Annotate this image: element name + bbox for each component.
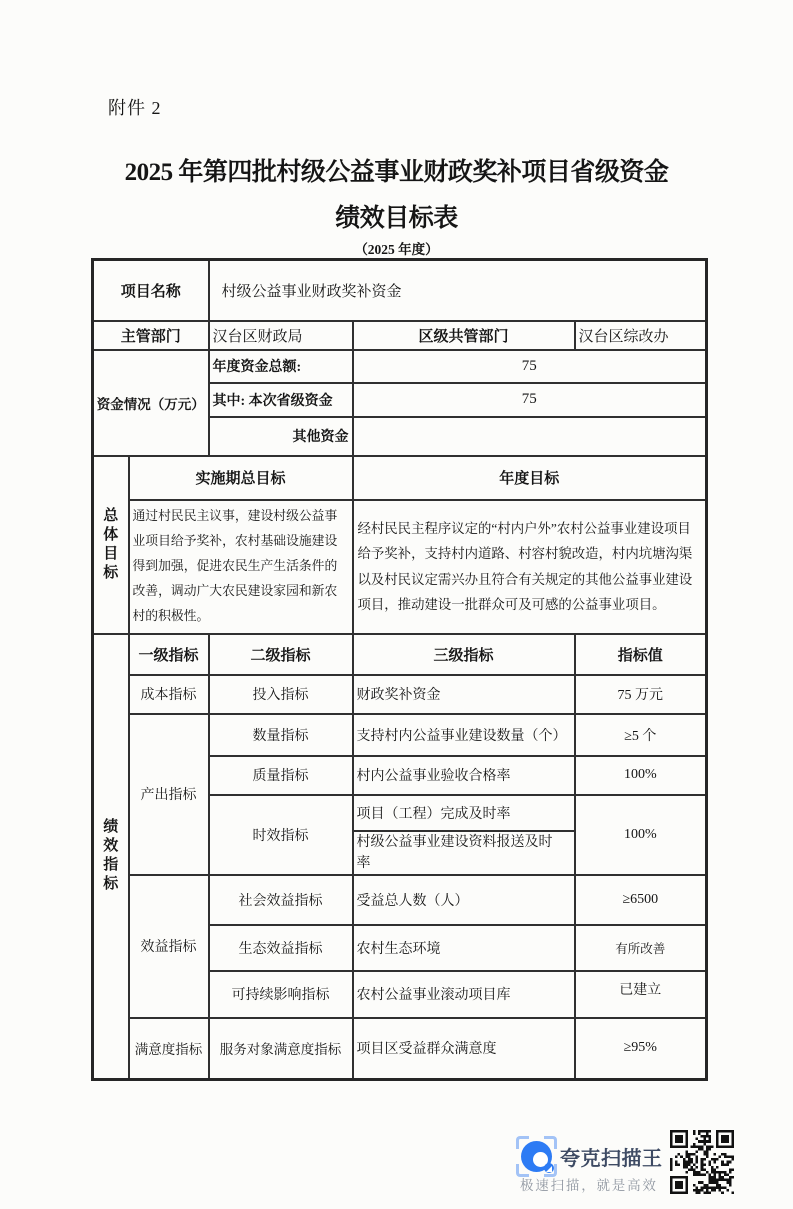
qr-code [670,1130,734,1194]
indicator-header-level3: 三级指标 [353,634,575,675]
timeliness-l3b-text: 村级公益事业建设资料报送及时率 [356,834,553,871]
period-goal-header: 实施期总目标 [129,456,353,500]
quantity-l2: 数量指标 [209,714,353,756]
indicator-header-level2: 二级指标 [209,634,353,675]
indicator-header-level1: 一级指标 [129,634,209,675]
quality-value: 100% [575,756,707,795]
supervisor-dept-label: 主管部门 [93,321,209,350]
funding-other-label: 其他资金 [209,417,353,456]
table-row [93,714,707,756]
performance-target-table-wrapper [91,258,708,1081]
co-manage-dept-label: 区级共管部门 [353,321,575,350]
benefit-l1: 效益指标 [129,875,209,1018]
document-title-line2: 绩效目标表 [335,205,458,232]
satisfaction-value: ≥95% [575,1018,707,1080]
annual-goal-text: 经村民民主程序议定的“村内户外”农村公益事业建设项目给予奖补，支持村内道路、村容村貌改造，村内坑塘沟渠以及村民议定需兴办且符合有关规定的其他公益事业建设项目，推动建设一批群众可及可感的公益事业项目。 [353,500,707,634]
social-l3: 受益总人数（人） [353,875,575,925]
eco-value: 有所改善 [575,925,707,971]
quantity-value: ≥5 个 [575,714,707,756]
document-subtitle-year: （2025 年度） [354,242,439,257]
sustain-l2: 可持续影响指标 [209,971,353,1018]
funding-other-value [353,417,707,456]
quark-scanner-logo-icon [516,1136,557,1177]
social-value: ≥6500 [575,875,707,925]
eco-l3: 农村生态环境 [353,925,575,971]
quantity-l3: 支持村内公益事业建设数量（个） [353,714,575,756]
indicators-section-label: 绩效指标 [93,634,129,1080]
output-l1: 产出指标 [129,714,209,875]
table-row [93,1018,707,1080]
satisfaction-l1: 满意度指标 [129,1018,209,1080]
timeliness-l3a: 项目（工程）完成及时率 [353,795,575,831]
quality-l3: 村内公益事业验收合格率 [353,756,575,795]
timeliness-value: 100% [575,795,707,875]
social-l2: 社会效益指标 [209,875,353,925]
table-row [93,875,707,925]
watermark-tagline: 极速扫描，就是高效 [520,1178,658,1193]
funding-provincial-value: 75 [353,383,707,417]
annual-goal-header: 年度目标 [353,456,707,500]
timeliness-l2: 时效指标 [209,795,353,875]
funding-total-value: 75 [353,350,707,383]
attachment-label: 附件 2 [108,98,162,118]
cost-l1: 成本指标 [129,675,209,714]
supervisor-dept-value: 汉台区财政局 [209,321,353,350]
quality-l2: 质量指标 [209,756,353,795]
table-row [93,675,707,714]
funding-section-label: 资金情况（万元） [93,350,209,456]
watermark-brand-name: 夸克扫描王 [560,1148,663,1170]
period-goal-text: 通过村民民主议事，建设村级公益事业项目给予奖补，农村基础设施建设得到加强，促进农民生产生活条件的改善，调动广大农民建设家园和新农村的积极性。 [129,500,353,634]
timeliness-l3b [353,831,575,875]
co-manage-dept-value: 汉台区综改办 [575,321,707,350]
sustain-l3: 农村公益事业滚动项目库 [353,971,575,1018]
satisfaction-l3: 项目区受益群众满意度 [353,1018,575,1080]
project-name-label: 项目名称 [93,260,209,321]
cost-l2: 投入指标 [209,675,353,714]
satisfaction-l2: 服务对象满意度指标 [209,1018,353,1080]
overall-goal-section-label: 总体目标 [93,456,129,634]
document-title-line1: 2025 年第四批村级公益事业财政奖补项目省级资金 [124,159,669,186]
logo-circle [521,1141,552,1172]
cost-value: 75 万元 [575,675,707,714]
funding-provincial-label: 其中: 本次省级资金 [209,383,353,417]
eco-l2: 生态效益指标 [209,925,353,971]
project-name-value: 村级公益事业财政奖补资金 [209,260,707,321]
sustain-value: 已建立 [575,971,707,1018]
cost-l3: 财政奖补资金 [353,675,575,714]
performance-target-table [91,258,708,1081]
funding-total-label: 年度资金总额: [209,350,353,383]
indicator-header-value: 指标值 [575,634,707,675]
